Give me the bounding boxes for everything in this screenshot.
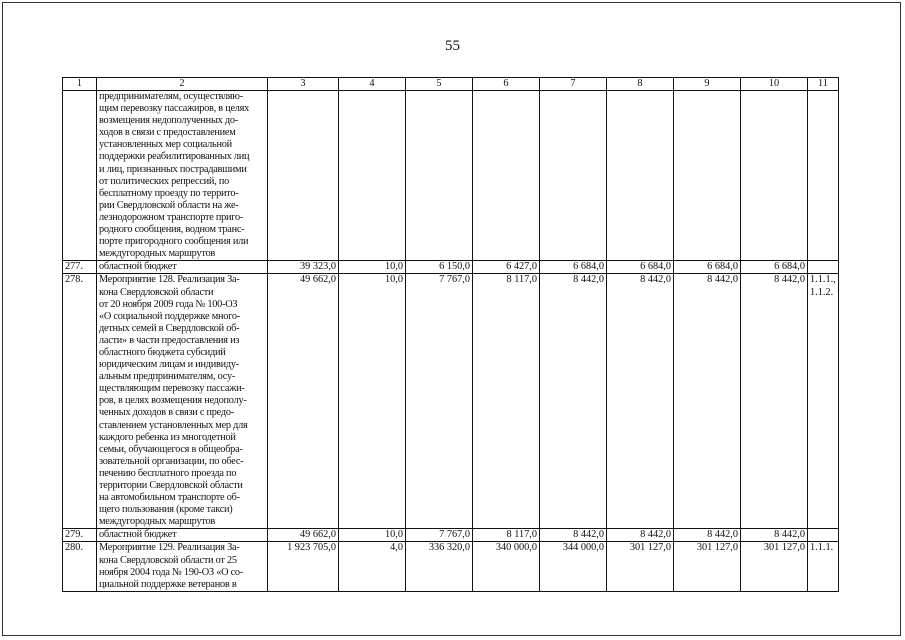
value-cell: 8 117,0: [473, 529, 540, 542]
row-code: 1.1.1.: [808, 542, 839, 591]
value-cell: [339, 91, 406, 261]
value-cell: [741, 91, 808, 261]
value-cell: 301 127,0: [741, 542, 808, 591]
column-header: 1: [63, 78, 97, 91]
row-description: предпринимателям, осуществляю- щим перевозку пассажиров, в целях возмещения недополученных до- ходов в связи с предоставлением установленных мер социальной поддержки реабилитированных лиц и лиц, признанных пострадавшими от политических репрессий, по бесплатному проезду по террито- рии Свердловской области на же- лезнодорожном транспорте приго- родного сообщения, водном транс- порте пригородного сообщения или междугородных маршрутов: [97, 91, 268, 261]
table-row: [63, 529, 839, 542]
header-row: [63, 78, 839, 91]
column-header: 3: [268, 78, 339, 91]
value-cell: 6 684,0: [540, 261, 607, 274]
table-row: [63, 91, 839, 261]
value-cell: [473, 91, 540, 261]
value-cell: 8 117,0: [473, 274, 540, 529]
value-cell: 8 442,0: [540, 529, 607, 542]
value-cell: 340 000,0: [473, 542, 540, 591]
value-cell: 4,0: [339, 542, 406, 591]
value-cell: 6 150,0: [406, 261, 473, 274]
table-row: [63, 274, 839, 529]
value-cell: 6 684,0: [607, 261, 674, 274]
value-cell: 49 662,0: [268, 274, 339, 529]
row-code: [808, 91, 839, 261]
column-header: 4: [339, 78, 406, 91]
row-id: [63, 91, 97, 261]
value-cell: 6 427,0: [473, 261, 540, 274]
page-number: 55: [445, 38, 460, 54]
row-code: [808, 261, 839, 274]
row-id: 279.: [63, 529, 97, 542]
column-header: 10: [741, 78, 808, 91]
value-cell: 10,0: [339, 529, 406, 542]
row-id: 278.: [63, 274, 97, 529]
column-header: 9: [674, 78, 741, 91]
row-description: Мероприятие 128. Реализация За- кона Свердловской области от 20 ноября 2009 года № 100-ОЗ «О социальной поддержке много- детных семей в Свердловской об- ласти» в части предоставления из областного бюджета субсидий юридическим лицам и индивиду- альным предпринимателям, осу- ществляющим перевозку пассажи- ров, в целях возмещения недополу- ченных доходов в связи с предо- ставлением установленных мер для каждого ребенка из многодетной семьи, обучающегося в общеобра- зовательной организации, по обес- печению бесплатного проезда по территории Свердловской области на автомобильном транспорте об- щего пользования (кроме такси) междугородных маршрутов: [97, 274, 268, 529]
value-cell: [406, 91, 473, 261]
column-header: 7: [540, 78, 607, 91]
column-header: 6: [473, 78, 540, 91]
value-cell: 10,0: [339, 274, 406, 529]
value-cell: 301 127,0: [674, 542, 741, 591]
row-id: 280.: [63, 542, 97, 591]
value-cell: 7 767,0: [406, 274, 473, 529]
value-cell: [540, 91, 607, 261]
row-id: 277.: [63, 261, 97, 274]
value-cell: 336 320,0: [406, 542, 473, 591]
value-cell: 39 323,0: [268, 261, 339, 274]
value-cell: 8 442,0: [674, 274, 741, 529]
value-cell: 10,0: [339, 261, 406, 274]
value-cell: 8 442,0: [540, 274, 607, 529]
value-cell: [607, 91, 674, 261]
value-cell: 8 442,0: [741, 529, 808, 542]
budget-table: [62, 77, 839, 592]
table-row: [63, 261, 839, 274]
column-header: 5: [406, 78, 473, 91]
value-cell: 8 442,0: [607, 529, 674, 542]
column-header: 8: [607, 78, 674, 91]
value-cell: 8 442,0: [674, 529, 741, 542]
row-code: [808, 529, 839, 542]
value-cell: [674, 91, 741, 261]
table-row: [63, 542, 839, 591]
value-cell: 6 684,0: [741, 261, 808, 274]
value-cell: 1 923 705,0: [268, 542, 339, 591]
row-description: областной бюджет: [97, 529, 268, 542]
value-cell: 344 000,0: [540, 542, 607, 591]
row-description: областной бюджет: [97, 261, 268, 274]
value-cell: [268, 91, 339, 261]
row-code: 1.1.1., 1.1.2.: [808, 274, 839, 529]
value-cell: 8 442,0: [607, 274, 674, 529]
row-description: Мероприятие 129. Реализация За- кона Свердловской области от 25 ноября 2004 года № 190-ОЗ «О со- циальной поддержке ветеранов в: [97, 542, 268, 591]
value-cell: 8 442,0: [741, 274, 808, 529]
column-header: 11: [808, 78, 839, 91]
column-header: 2: [97, 78, 268, 91]
value-cell: 6 684,0: [674, 261, 741, 274]
value-cell: 301 127,0: [607, 542, 674, 591]
value-cell: 7 767,0: [406, 529, 473, 542]
value-cell: 49 662,0: [268, 529, 339, 542]
